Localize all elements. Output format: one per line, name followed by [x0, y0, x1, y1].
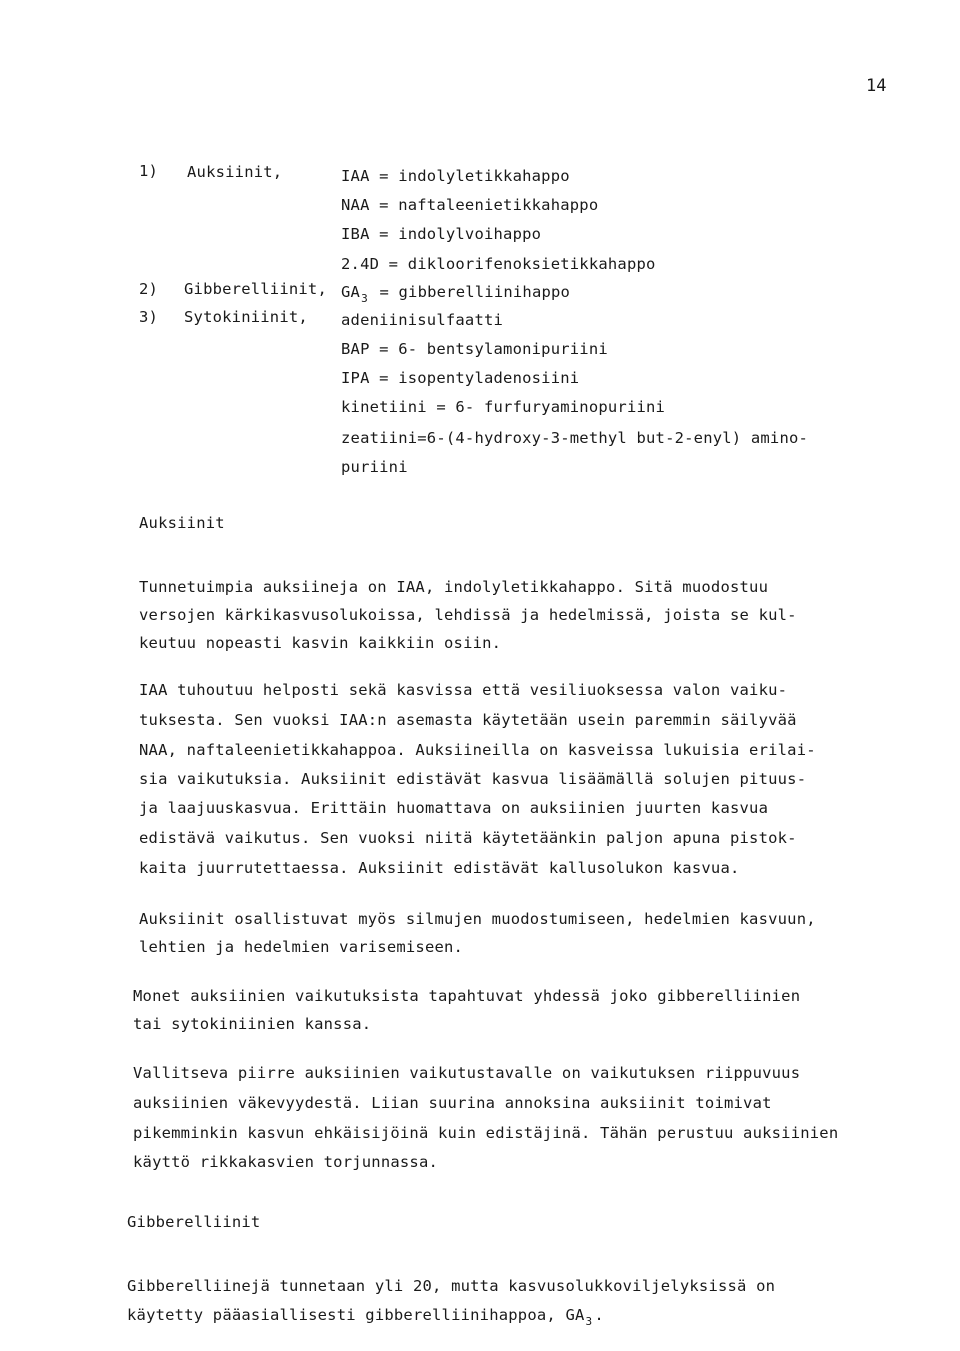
paragraph-line: Tunnetuimpia auksiineja on IAA, indolyletikkahappo. Sitä muodostuu [139, 578, 769, 596]
paragraph-line: Monet auksiinien vaikutuksista tapahtuvat yhdessä joko gibberelliinien [133, 987, 801, 1005]
paragraph-line: keutuu nopeasti kasvin kaikkiin osiin. [139, 634, 502, 652]
list-item-3-label: Sytokiniinit, [184, 308, 308, 326]
paragraph-line: lehtien ja hedelmien varisemiseen. [139, 938, 464, 956]
list-item-1-entry: 2.4D = dikloorifenoksietikkahappo [341, 255, 656, 273]
list-item-1-marker: 1) [139, 162, 159, 180]
paragraph-line: ja laajuuskasvua. Erittäin huomattava on auksiinien juurten kasvua [139, 799, 769, 817]
paragraph-line: IAA tuhoutuu helposti sekä kasvissa että vesiliuoksessa valon vaiku- [139, 681, 788, 699]
paragraph-line: edistävä vaikutus. Sen vuoksi niitä käytetäänkin paljon apuna pistok- [139, 829, 797, 847]
paragraph-line: tuksesta. Sen vuoksi IAA:n asemasta käytetään usein paremmin säilyvää [139, 711, 797, 729]
formula-ga: GA [341, 283, 361, 301]
list-item-2-marker: 2) [139, 280, 159, 298]
paragraph-line: tai sytokiniinien kanssa. [133, 1015, 372, 1033]
list-item-1-entry: IBA = indolylvoihappo [341, 225, 542, 243]
paragraph-line: Auksiinit osallistuvat myös silmujen muodostumiseen, hedelmien kasvuun, [139, 910, 816, 928]
paragraph-line: auksiinien väkevyydestä. Liian suurina annoksina auksiinit toimivat [133, 1094, 772, 1112]
list-item-3-entry: kinetiini = 6- furfuryaminopuriini [341, 398, 666, 416]
list-item-3-entry: adeniinisulfaatti [341, 311, 504, 329]
formula-subscript: 3 [361, 292, 368, 305]
paragraph-line: Gibberelliinejä tunnetaan yli 20, mutta kasvusolukkoviljelyksissä on [127, 1277, 776, 1295]
formula-subscript: 3 [585, 1315, 593, 1328]
paragraph-text: . [594, 1306, 604, 1324]
paragraph-line: NAA, naftaleenietikkahappoa. Auksiineilla on kasveissa lukuisia erilai- [139, 741, 816, 759]
paragraph-text: käytetty pääasiallisesti gibberelliinihappoa, GA [127, 1306, 585, 1324]
formula-definition: = gibberelliinihappo [379, 283, 571, 301]
list-item-3-entry: IPA = isopentyladenosiini [341, 369, 580, 387]
list-item-3-marker: 3) [139, 308, 159, 326]
list-item-2-entry [341, 283, 571, 305]
list-item-3-entry: BAP = 6- bentsylamonipuriini [341, 340, 608, 358]
list-item-1-entry: NAA = naftaleenietikkahappo [341, 196, 599, 214]
paragraph-line: kaita juurrutettaessa. Auksiinit edistävät kallusolukon kasvua. [139, 859, 740, 877]
paragraph-line: versojen kärkikasvusolukoissa, lehdissä ja hedelmissä, joista se kul- [139, 606, 797, 624]
section-heading: Gibberelliinit [127, 1213, 261, 1231]
paragraph-line: pikemminkin kasvun ehkäisijöinä kuin edistäjinä. Tähän perustuu auksiinien [133, 1124, 839, 1142]
list-item-3-entry: zeatiini=6-(4-hydroxy-3-methyl but-2-enyl) amino- [341, 429, 809, 447]
paragraph-line: Vallitseva piirre auksiinien vaikutustavalle on vaikutuksen riippuvuus [133, 1064, 801, 1082]
paragraph-line [127, 1306, 604, 1328]
list-item-3-entry: puriini [341, 458, 408, 476]
page-number: 14 [866, 76, 887, 96]
section-heading: Auksiinit [139, 514, 225, 532]
list-item-2-label: Gibberelliinit, [184, 280, 327, 298]
paragraph-line: käyttö rikkakasvien torjunnassa. [133, 1153, 439, 1171]
list-item-1-label: Auksiinit, [187, 163, 283, 181]
paragraph-line: sia vaikutuksia. Auksiinit edistävät kasvua lisäämällä solujen pituus- [139, 770, 807, 788]
list-item-1-entry: IAA = indolyletikkahappo [341, 167, 570, 185]
